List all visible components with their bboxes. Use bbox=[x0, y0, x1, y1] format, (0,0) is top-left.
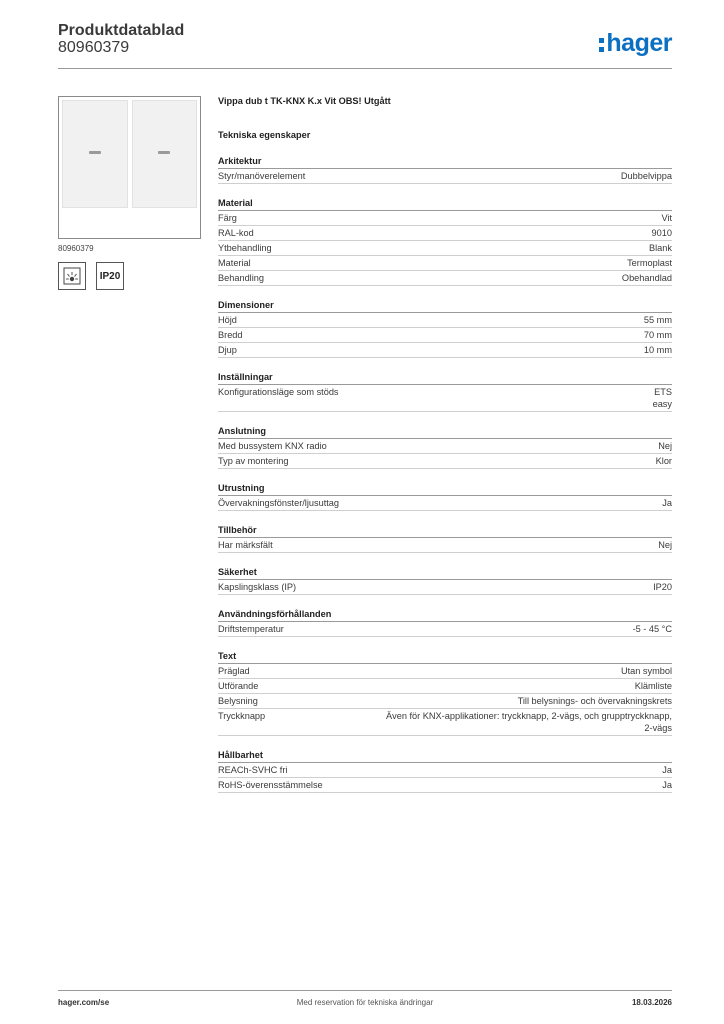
spec-label: Typ av montering bbox=[218, 456, 289, 466]
spec-row bbox=[218, 313, 672, 328]
spec-label: Material bbox=[218, 258, 251, 268]
section-heading: Dimensioner bbox=[218, 299, 672, 313]
spec-section bbox=[218, 524, 672, 553]
spec-value: Blank bbox=[649, 243, 672, 253]
section-heading: Hållbarhet bbox=[218, 749, 672, 763]
image-caption: 80960379 bbox=[58, 244, 94, 253]
section-heading: Anslutning bbox=[218, 425, 672, 439]
footer-divider bbox=[58, 990, 672, 991]
spec-section bbox=[218, 299, 672, 358]
spec-row bbox=[218, 328, 672, 343]
spec-section bbox=[218, 608, 672, 637]
spec-value: Ja bbox=[662, 765, 672, 775]
spec-value: Nej bbox=[658, 540, 672, 550]
spec-content bbox=[218, 96, 672, 793]
spec-value: Obehandlad bbox=[621, 273, 672, 283]
spec-row bbox=[218, 226, 672, 241]
spec-row bbox=[218, 580, 672, 595]
spec-value: IP20 bbox=[653, 582, 672, 592]
spec-label: Färg bbox=[218, 213, 237, 223]
spec-row bbox=[218, 694, 672, 709]
section-heading: Material bbox=[218, 197, 672, 211]
spec-value: Ja bbox=[662, 498, 672, 508]
spec-row bbox=[218, 385, 672, 412]
spec-row bbox=[218, 763, 672, 778]
section-heading: Text bbox=[218, 650, 672, 664]
spec-value bbox=[349, 386, 672, 410]
spec-label: Höjd bbox=[218, 315, 237, 325]
spec-row bbox=[218, 256, 672, 271]
spec-section bbox=[218, 425, 672, 469]
section-heading: Användningsförhållanden bbox=[218, 608, 672, 622]
ip-rating-badge bbox=[96, 262, 124, 290]
spec-row bbox=[218, 679, 672, 694]
spec-row bbox=[218, 709, 672, 736]
spec-label: Konfigurationsläge som stöds bbox=[218, 387, 339, 397]
spec-label: Har märksfält bbox=[218, 540, 273, 550]
product-image bbox=[58, 96, 201, 239]
spec-value: 10 mm bbox=[643, 345, 672, 355]
spec-value-line: ETS bbox=[654, 387, 672, 397]
spec-label: Styr/manöverelement bbox=[218, 171, 306, 181]
spec-row bbox=[218, 622, 672, 637]
footer-date: 18.03.2026 bbox=[631, 998, 672, 1007]
spec-value: Dubbelvippa bbox=[620, 171, 672, 181]
spec-label: Kapslingsklass (IP) bbox=[218, 582, 297, 592]
spec-sections bbox=[218, 155, 672, 793]
hager-logo bbox=[599, 30, 672, 56]
spec-row bbox=[218, 211, 672, 226]
spec-section bbox=[218, 482, 672, 511]
spec-label: Belysning bbox=[218, 696, 258, 706]
spec-row bbox=[218, 778, 672, 793]
spec-value-line: Även för KNX-applikationer: tryckknapp, 2-vägs, och grupptryckknapp, bbox=[386, 711, 672, 721]
feature-icons bbox=[58, 262, 124, 290]
section-heading: Inställningar bbox=[218, 371, 672, 385]
spec-label: Driftstemperatur bbox=[218, 624, 284, 634]
spec-row bbox=[218, 664, 672, 679]
spec-label: Bredd bbox=[218, 330, 243, 340]
spec-value: Klor bbox=[655, 456, 672, 466]
logo-dots-icon bbox=[599, 38, 604, 52]
spec-value: 55 mm bbox=[643, 315, 672, 325]
spec-row bbox=[218, 454, 672, 469]
product-title: Vippa dub t TK-KNX K.x Vit OBS! Utgått bbox=[218, 96, 391, 106]
spec-label: Tryckknapp bbox=[218, 711, 266, 721]
ip-rating-label: IP20 bbox=[99, 270, 121, 282]
spec-label: Behandling bbox=[218, 273, 264, 283]
header-divider bbox=[58, 68, 672, 69]
section-heading: Utrustning bbox=[218, 482, 672, 496]
spec-label: Djup bbox=[218, 345, 237, 355]
section-heading: Säkerhet bbox=[218, 566, 672, 580]
spec-value: Utan symbol bbox=[620, 666, 672, 676]
page-header bbox=[58, 22, 672, 68]
spec-row bbox=[218, 271, 672, 286]
spec-row bbox=[218, 439, 672, 454]
spec-section bbox=[218, 566, 672, 595]
spec-label: Övervakningsfönster/ljusuttag bbox=[218, 498, 340, 508]
spec-value: Klämlistе bbox=[634, 681, 672, 691]
section-heading: Tillbehör bbox=[218, 524, 672, 538]
rocker-right bbox=[132, 100, 198, 208]
sun-light-icon bbox=[58, 262, 86, 290]
spec-label: REACh-SVHC fri bbox=[218, 765, 288, 775]
spec-row bbox=[218, 496, 672, 511]
spec-value: Nej bbox=[658, 441, 672, 451]
spec-row bbox=[218, 538, 672, 553]
spec-label: Med bussystem KNX radio bbox=[218, 441, 327, 451]
spec-value: Ja bbox=[662, 780, 672, 790]
spec-section bbox=[218, 749, 672, 793]
spec-value-line: 2-vägs bbox=[644, 723, 672, 733]
spec-section bbox=[218, 155, 672, 184]
spec-value: Vit bbox=[661, 213, 672, 223]
spec-label: RoHS-överensstämmelse bbox=[218, 780, 323, 790]
spec-row bbox=[218, 241, 672, 256]
spec-value-line: easy bbox=[652, 399, 672, 409]
spec-value bbox=[275, 710, 672, 734]
footer-website: hager.com/se bbox=[58, 998, 110, 1007]
spec-section bbox=[218, 371, 672, 412]
spec-value: Till belysnings- och övervakningskrets bbox=[517, 696, 672, 706]
spec-value: 70 mm bbox=[643, 330, 672, 340]
document-number: 80960379 bbox=[58, 39, 130, 56]
rocker-left bbox=[62, 100, 128, 208]
tech-properties-title: Tekniska egenskaper bbox=[218, 130, 311, 140]
spec-label: Utförande bbox=[218, 681, 259, 691]
spec-value: -5 - 45 °C bbox=[632, 624, 672, 634]
document-title: Produktdatablad bbox=[58, 22, 185, 39]
spec-label: RAL-kod bbox=[218, 228, 254, 238]
spec-section bbox=[218, 197, 672, 286]
spec-section bbox=[218, 650, 672, 736]
spec-row bbox=[218, 169, 672, 184]
section-heading: Arkitektur bbox=[218, 155, 672, 169]
spec-value: 9010 bbox=[651, 228, 672, 238]
footer-disclaimer: Med reservation för tekniska ändringar bbox=[296, 998, 434, 1007]
spec-value: Termoplast bbox=[627, 258, 672, 268]
logo-text: hager bbox=[606, 29, 672, 57]
spec-label: Präglad bbox=[218, 666, 250, 676]
spec-label: Ytbehandling bbox=[218, 243, 272, 253]
spec-row bbox=[218, 343, 672, 358]
